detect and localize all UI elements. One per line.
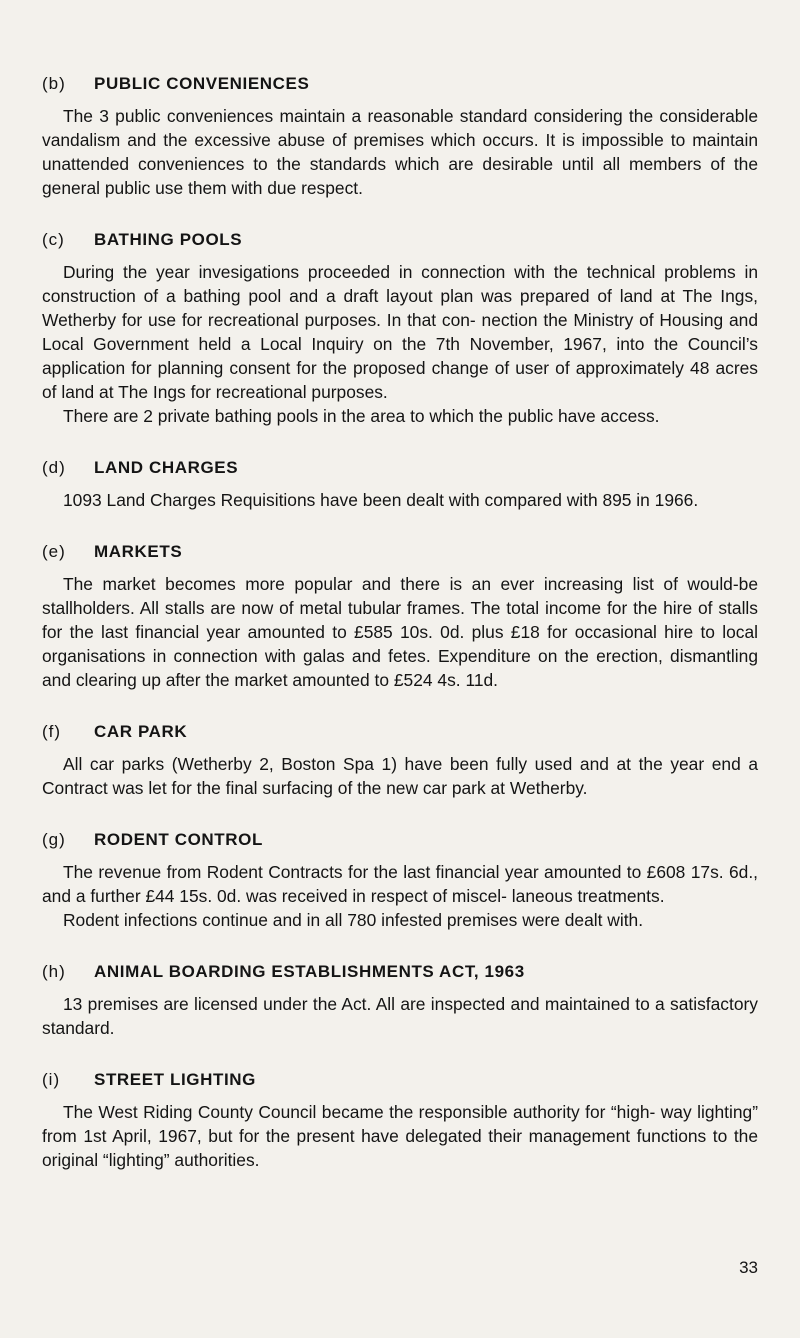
section-bathing-pools — [42, 228, 758, 428]
section-street-lighting — [42, 1068, 758, 1172]
section-title: MARKETS — [94, 542, 183, 561]
section-title: BATHING POOLS — [94, 230, 243, 249]
section-label: (f) — [42, 722, 62, 741]
paragraph: The market becomes more popular and there is an ever increasing list of would-be stallholders. All stalls are now of metal tubular frames. The total income for the hire of stalls for the last financial year amounted to £585 10s. 0d. plus £18 for occasional hire to local organisations in connection with galas and fetes. Expenditure on the erection, dismantling and clearing up after the market amounted to £524 4s. 11d. — [42, 574, 758, 690]
section-car-park — [42, 720, 758, 800]
section-title: LAND CHARGES — [94, 458, 239, 477]
section-heading — [42, 960, 758, 984]
section-heading — [42, 540, 758, 564]
section-heading — [42, 72, 758, 96]
section-markets — [42, 540, 758, 692]
section-title: ANIMAL BOARDING ESTABLISHMENTS ACT, 1963 — [94, 962, 525, 981]
section-heading — [42, 720, 758, 744]
paragraph: There are 2 private bathing pools in the area to which the public have access. — [63, 406, 660, 426]
paragraph: Rodent infections continue and in all 780 infested premises were dealt with. — [63, 910, 644, 930]
document-page — [42, 72, 758, 1200]
page-number: 33 — [739, 1258, 758, 1277]
section-title: PUBLIC CONVENIENCES — [94, 74, 310, 93]
paragraph: During the year invesigations proceeded in connection with the technical problems in construction of a bathing pool and a draft layout plan was prepared of land at The Ings, Wetherby for use for recreational purposes. In that con- nection the Ministry of Housing and Local Government held a Local Inquiry on the 7th November, 1967, into the Council’s application for planning consent for the proposed change of user of approximately 48 acres of land at The Ings for recreational purposes. — [42, 262, 758, 402]
section-public-conveniences — [42, 72, 758, 200]
section-heading — [42, 828, 758, 852]
section-heading — [42, 1068, 758, 1092]
paragraph: The West Riding County Council became the responsible authority for “high- way lighting” from 1st April, 1967, but for the present have delegated their management functions to the original “lighting” authorities. — [42, 1102, 758, 1170]
section-heading — [42, 228, 758, 252]
section-title: CAR PARK — [94, 722, 188, 741]
paragraph: 1093 Land Charges Requisitions have been dealt with compared with 895 in 1966. — [63, 490, 699, 510]
paragraph: All car parks (Wetherby 2, Boston Spa 1) have been fully used and at the year end a Contract was let for the final surfacing of the new car park at Wetherby. — [42, 754, 758, 798]
section-title: RODENT CONTROL — [94, 830, 263, 849]
section-label: (d) — [42, 458, 66, 477]
section-label: (h) — [42, 962, 66, 981]
section-heading — [42, 456, 758, 480]
section-label: (b) — [42, 74, 66, 93]
paragraph: The revenue from Rodent Contracts for the last financial year amounted to £608 17s. 6d., and a further £44 15s. 0d. was received in respect of miscel- laneous treatments. — [42, 862, 758, 906]
section-title: STREET LIGHTING — [94, 1070, 256, 1089]
paragraph: The 3 public conveniences maintain a reasonable standard considering the considerable vandalism and the excessive abuse of premises which occurs. It is impossible to maintain unattended conveniences to the standards which are desirable until all members of the general public use them with due respect. — [42, 106, 758, 198]
section-label: (g) — [42, 830, 66, 849]
section-label: (c) — [42, 230, 65, 249]
paragraph: 13 premises are licensed under the Act. All are inspected and maintained to a satisfactory standard. — [42, 994, 758, 1038]
section-animal-boarding — [42, 960, 758, 1040]
section-rodent-control — [42, 828, 758, 932]
section-label: (e) — [42, 542, 66, 561]
section-land-charges — [42, 456, 758, 512]
section-label: (i) — [42, 1070, 61, 1089]
